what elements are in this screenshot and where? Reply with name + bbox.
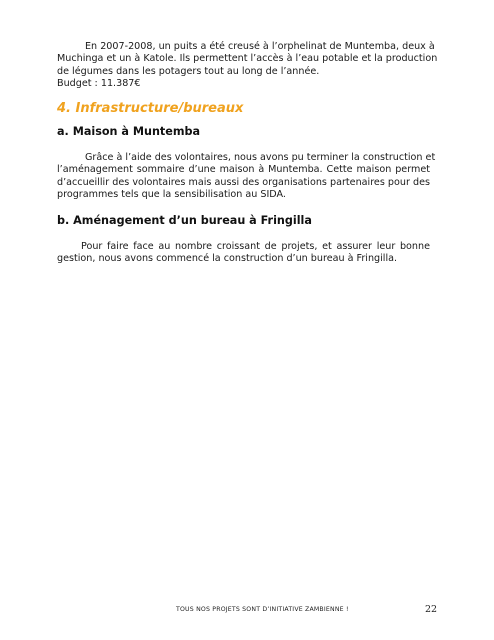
paragraph-line: l’aménagement sommaire d’une maison à Muntemba. Cette maison permet: [57, 164, 430, 176]
subsection-a-heading: a. Maison à Muntemba: [57, 125, 201, 138]
paragraph-line: programmes tels que la sensibilisation au SIDA.: [57, 189, 286, 201]
intro-line: de légumes dans les potagers tout au long de l’année.: [57, 65, 320, 77]
paragraph-line: Grâce à l’aide des volontaires, nous avons pu terminer la construction et: [85, 152, 436, 163]
intro-line: En 2007-2008, un puits a été creusé à l’orphelinat de Muntemba, deux à: [85, 41, 435, 52]
paragraph-line: gestion, nous avons commencé la construction d’un bureau à Fringilla.: [57, 253, 398, 265]
intro-line: Muchinga et un à Katole. Ils permettent l’accès à l’eau potable et la production: [57, 53, 438, 65]
subsection-a-paragraph: [57, 152, 436, 202]
page-number: 22: [425, 604, 438, 615]
intro-paragraph: [57, 41, 438, 91]
budget-line: Budget : 11.387€: [57, 78, 141, 90]
subsection-b-heading: b. Aménagement d’un bureau à Fringilla: [57, 214, 312, 227]
subsection-b-paragraph: [57, 241, 430, 266]
section-heading: 4. Infrastructure/bureaux: [57, 101, 244, 116]
footer-slogan: TOUS NOS PROJETS SONT D’INITIATIVE ZAMBIENNE !: [176, 606, 349, 613]
paragraph-line: Pour faire face au nombre croissant de projets, et assurer leur bonne: [81, 241, 430, 252]
paragraph-line: d’accueillir des volontaires mais aussi des organisations partenaires pour des: [57, 176, 430, 188]
